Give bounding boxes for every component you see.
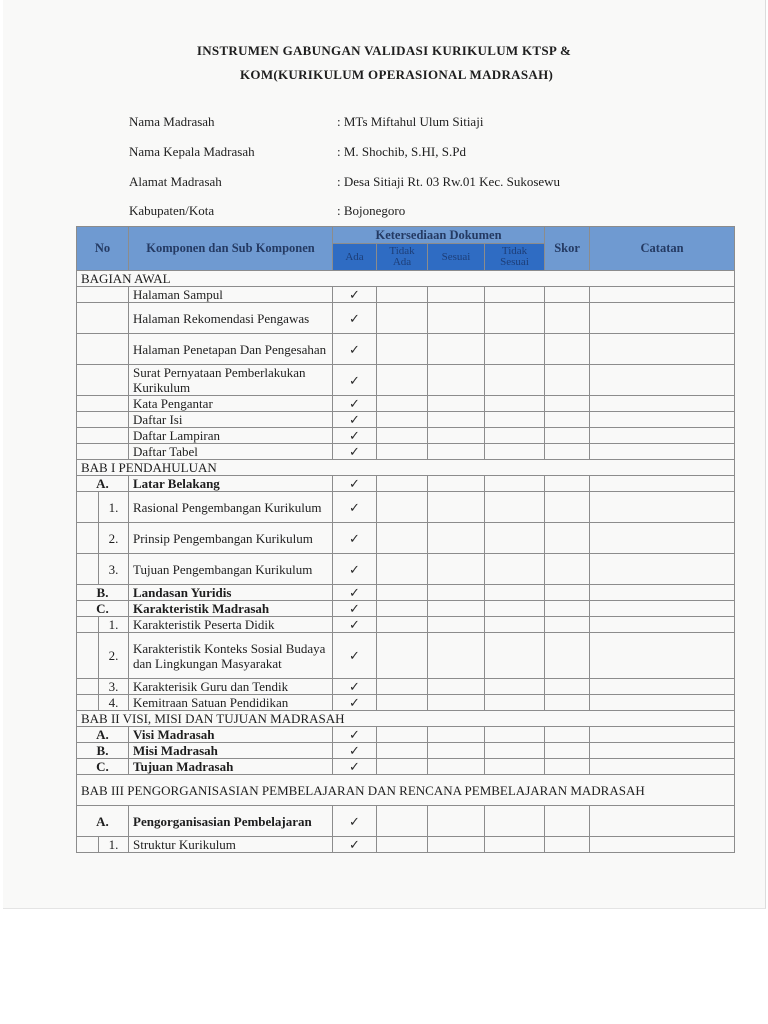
- skor-cell: [545, 617, 590, 633]
- check-sesuai: [428, 334, 485, 365]
- component-label: Karakteristik Peserta Didik: [129, 617, 333, 633]
- check-tidak-ada: [377, 476, 428, 492]
- check-tidak-sesuai: [485, 476, 545, 492]
- check-sesuai: [428, 679, 485, 695]
- skor-cell: [545, 554, 590, 585]
- catatan-cell: [590, 727, 735, 743]
- check-tidak-sesuai: [485, 492, 545, 523]
- check-ada: ✓: [333, 303, 377, 334]
- skor-cell: [545, 444, 590, 460]
- check-sesuai: [428, 759, 485, 775]
- check-tidak-sesuai: [485, 444, 545, 460]
- check-tidak-ada: [377, 727, 428, 743]
- check-sesuai: [428, 396, 485, 412]
- table-row: [77, 287, 735, 303]
- check-ada: ✓: [333, 679, 377, 695]
- component-label: Kata Pengantar: [129, 396, 333, 412]
- catatan-cell: [590, 365, 735, 396]
- catatan-cell: [590, 743, 735, 759]
- check-tidak-ada: [377, 428, 428, 444]
- check-tidak-sesuai: [485, 428, 545, 444]
- check-ada: ✓: [333, 334, 377, 365]
- check-ada: ✓: [333, 476, 377, 492]
- skor-cell: [545, 633, 590, 679]
- component-label: Kemitraan Satuan Pendidikan: [129, 695, 333, 711]
- check-ada: ✓: [333, 617, 377, 633]
- check-tidak-sesuai: [485, 633, 545, 679]
- check-sesuai: [428, 743, 485, 759]
- skor-cell: [545, 837, 590, 853]
- table-row: [77, 837, 735, 853]
- info-label: Nama Kepala Madrasah: [129, 144, 255, 159]
- table-row: [77, 601, 735, 617]
- check-ada: ✓: [333, 554, 377, 585]
- component-label: Misi Madrasah: [129, 743, 333, 759]
- skor-cell: [545, 365, 590, 396]
- check-sesuai: [428, 633, 485, 679]
- indent-cell: [77, 492, 99, 523]
- check-ada: ✓: [333, 585, 377, 601]
- item-number: 3.: [99, 554, 129, 585]
- check-tidak-ada: [377, 695, 428, 711]
- section-label: BAB I PENDAHULUAN: [77, 460, 735, 476]
- check-sesuai: [428, 601, 485, 617]
- table-row: [77, 759, 735, 775]
- table-row: [77, 743, 735, 759]
- check-sesuai: [428, 444, 485, 460]
- skor-cell: [545, 743, 590, 759]
- check-tidak-ada: [377, 334, 428, 365]
- header-sesuai: Sesuai: [428, 244, 485, 271]
- validation-table: [76, 226, 735, 853]
- check-tidak-sesuai: [485, 759, 545, 775]
- skor-cell: [545, 759, 590, 775]
- component-label: Pengorganisasian Pembelajaran: [129, 806, 333, 837]
- table-row: [77, 334, 735, 365]
- table-row: [77, 444, 735, 460]
- table-row: [77, 303, 735, 334]
- component-label: Karakterisik Guru dan Tendik: [129, 679, 333, 695]
- check-sesuai: [428, 476, 485, 492]
- check-tidak-ada: [377, 806, 428, 837]
- skor-cell: [545, 412, 590, 428]
- catatan-cell: [590, 334, 735, 365]
- check-ada: ✓: [333, 396, 377, 412]
- no-cell: [77, 287, 129, 303]
- no-cell: [77, 444, 129, 460]
- no-cell: [77, 334, 129, 365]
- check-tidak-sesuai: [485, 695, 545, 711]
- table-row: [77, 727, 735, 743]
- check-tidak-ada: [377, 633, 428, 679]
- skor-cell: [545, 806, 590, 837]
- skor-cell: [545, 585, 590, 601]
- check-tidak-sesuai: [485, 523, 545, 554]
- table-row: [77, 492, 735, 523]
- check-sesuai: [428, 617, 485, 633]
- check-tidak-sesuai: [485, 837, 545, 853]
- catatan-cell: [590, 617, 735, 633]
- item-number: B.: [77, 585, 129, 601]
- info-value: : M. Shochib, S.HI, S.Pd: [337, 144, 466, 159]
- table-row: [77, 428, 735, 444]
- check-tidak-sesuai: [485, 287, 545, 303]
- header-no: No: [77, 227, 129, 271]
- component-label: Karakteristik Konteks Sosial Budaya dan Lingkungan Masyarakat: [129, 633, 333, 679]
- check-ada: ✓: [333, 428, 377, 444]
- header-catatan: Catatan: [590, 227, 735, 271]
- check-tidak-sesuai: [485, 617, 545, 633]
- catatan-cell: [590, 287, 735, 303]
- check-tidak-ada: [377, 444, 428, 460]
- component-label: Latar Belakang: [129, 476, 333, 492]
- item-number: A.: [77, 727, 129, 743]
- catatan-cell: [590, 759, 735, 775]
- component-label: Prinsip Pengembangan Kurikulum: [129, 523, 333, 554]
- check-tidak-sesuai: [485, 743, 545, 759]
- check-ada: ✓: [333, 633, 377, 679]
- component-label: Tujuan Pengembangan Kurikulum: [129, 554, 333, 585]
- catatan-cell: [590, 428, 735, 444]
- check-ada: ✓: [333, 743, 377, 759]
- skor-cell: [545, 303, 590, 334]
- check-tidak-ada: [377, 412, 428, 428]
- table-row: [77, 633, 735, 679]
- component-label: Halaman Penetapan Dan Pengesahan: [129, 334, 333, 365]
- check-tidak-ada: [377, 396, 428, 412]
- item-number: 4.: [99, 695, 129, 711]
- indent-cell: [77, 695, 99, 711]
- check-sesuai: [428, 695, 485, 711]
- skor-cell: [545, 679, 590, 695]
- check-ada: ✓: [333, 695, 377, 711]
- check-sesuai: [428, 727, 485, 743]
- table-row: [77, 396, 735, 412]
- check-sesuai: [428, 412, 485, 428]
- component-label: Struktur Kurikulum: [129, 837, 333, 853]
- skor-cell: [545, 492, 590, 523]
- table-row: [77, 806, 735, 837]
- check-sesuai: [428, 492, 485, 523]
- component-label: Daftar Tabel: [129, 444, 333, 460]
- item-number: A.: [77, 476, 129, 492]
- check-tidak-sesuai: [485, 554, 545, 585]
- no-cell: [77, 365, 129, 396]
- skor-cell: [545, 396, 590, 412]
- check-tidak-sesuai: [485, 601, 545, 617]
- catatan-cell: [590, 601, 735, 617]
- catatan-cell: [590, 444, 735, 460]
- check-ada: ✓: [333, 287, 377, 303]
- component-label: Rasional Pengembangan Kurikulum: [129, 492, 333, 523]
- check-sesuai: [428, 287, 485, 303]
- skor-cell: [545, 287, 590, 303]
- check-sesuai: [428, 806, 485, 837]
- skor-cell: [545, 695, 590, 711]
- skor-cell: [545, 601, 590, 617]
- catatan-cell: [590, 476, 735, 492]
- table-row: [77, 679, 735, 695]
- catatan-cell: [590, 679, 735, 695]
- indent-cell: [77, 837, 99, 853]
- indent-cell: [77, 523, 99, 554]
- skor-cell: [545, 523, 590, 554]
- catatan-cell: [590, 492, 735, 523]
- component-label: Visi Madrasah: [129, 727, 333, 743]
- component-label: Karakteristik Madrasah: [129, 601, 333, 617]
- section-row: [77, 775, 735, 806]
- section-row: [77, 711, 735, 727]
- no-cell: [77, 428, 129, 444]
- component-label: Daftar Lampiran: [129, 428, 333, 444]
- table-row: [77, 554, 735, 585]
- check-sesuai: [428, 523, 485, 554]
- item-number: C.: [77, 759, 129, 775]
- table-row: [77, 585, 735, 601]
- item-number: C.: [77, 601, 129, 617]
- indent-cell: [77, 633, 99, 679]
- check-ada: ✓: [333, 412, 377, 428]
- catatan-cell: [590, 695, 735, 711]
- check-ada: ✓: [333, 444, 377, 460]
- no-cell: [77, 303, 129, 334]
- check-tidak-sesuai: [485, 585, 545, 601]
- table-row: [77, 523, 735, 554]
- header-komponen: Komponen dan Sub Komponen: [129, 227, 333, 271]
- indent-cell: [77, 679, 99, 695]
- component-label: Daftar Isi: [129, 412, 333, 428]
- table-row: [77, 476, 735, 492]
- check-ada: ✓: [333, 837, 377, 853]
- check-ada: ✓: [333, 523, 377, 554]
- check-tidak-ada: [377, 287, 428, 303]
- check-tidak-sesuai: [485, 365, 545, 396]
- check-sesuai: [428, 554, 485, 585]
- check-ada: ✓: [333, 806, 377, 837]
- section-row: [77, 271, 735, 287]
- check-tidak-ada: [377, 554, 428, 585]
- item-number: B.: [77, 743, 129, 759]
- section-label: BAB II VISI, MISI DAN TUJUAN MADRASAH: [77, 711, 735, 727]
- table-row: [77, 695, 735, 711]
- item-number: 1.: [99, 492, 129, 523]
- check-tidak-ada: [377, 759, 428, 775]
- catatan-cell: [590, 633, 735, 679]
- section-row: [77, 460, 735, 476]
- component-label: Halaman Rekomendasi Pengawas: [129, 303, 333, 334]
- section-label: BAGIAN AWAL: [77, 271, 735, 287]
- catatan-cell: [590, 303, 735, 334]
- check-ada: ✓: [333, 601, 377, 617]
- skor-cell: [545, 727, 590, 743]
- indent-cell: [77, 617, 99, 633]
- check-tidak-ada: [377, 679, 428, 695]
- check-tidak-sesuai: [485, 806, 545, 837]
- component-label: Halaman Sampul: [129, 287, 333, 303]
- item-number: 3.: [99, 679, 129, 695]
- item-number: 1.: [99, 837, 129, 853]
- item-number: A.: [77, 806, 129, 837]
- skor-cell: [545, 428, 590, 444]
- document-title-line-1: INSTRUMEN GABUNGAN VALIDASI KURIKULUM KTSP &: [196, 43, 572, 58]
- check-tidak-ada: [377, 601, 428, 617]
- check-tidak-ada: [377, 303, 428, 334]
- component-label: Tujuan Madrasah: [129, 759, 333, 775]
- check-tidak-ada: [377, 617, 428, 633]
- info-label: Alamat Madrasah: [129, 174, 222, 189]
- check-sesuai: [428, 837, 485, 853]
- check-tidak-ada: [377, 585, 428, 601]
- table-row: [77, 365, 735, 396]
- check-sesuai: [428, 303, 485, 334]
- info-label: Nama Madrasah: [129, 114, 215, 129]
- table-row: [77, 617, 735, 633]
- header-tidak-sesuai: Tidak Sesuai: [485, 244, 545, 271]
- item-number: 2.: [99, 523, 129, 554]
- check-tidak-ada: [377, 523, 428, 554]
- indent-cell: [77, 554, 99, 585]
- check-tidak-ada: [377, 365, 428, 396]
- catatan-cell: [590, 412, 735, 428]
- check-ada: ✓: [333, 727, 377, 743]
- check-sesuai: [428, 585, 485, 601]
- check-tidak-ada: [377, 743, 428, 759]
- check-tidak-ada: [377, 837, 428, 853]
- section-label: BAB III PENGORGANISASIAN PEMBELAJARAN DAN RENCANA PEMBELAJARAN MADRASAH: [77, 775, 735, 806]
- item-number: 1.: [99, 617, 129, 633]
- header-ketersediaan: Ketersediaan Dokumen: [333, 227, 545, 244]
- info-label: Kabupaten/Kota: [129, 203, 215, 218]
- check-tidak-sesuai: [485, 727, 545, 743]
- no-cell: [77, 396, 129, 412]
- catatan-cell: [590, 396, 735, 412]
- check-tidak-sesuai: [485, 412, 545, 428]
- check-ada: ✓: [333, 492, 377, 523]
- skor-cell: [545, 476, 590, 492]
- check-tidak-sesuai: [485, 396, 545, 412]
- catatan-cell: [590, 523, 735, 554]
- check-sesuai: [428, 428, 485, 444]
- check-tidak-sesuai: [485, 679, 545, 695]
- check-tidak-ada: [377, 492, 428, 523]
- catatan-cell: [590, 837, 735, 853]
- component-label: Landasan Yuridis: [129, 585, 333, 601]
- info-value: : Bojonegoro: [337, 203, 406, 218]
- item-number: 2.: [99, 633, 129, 679]
- info-value: : Desa Sitiaji Rt. 03 Rw.01 Kec. Sukosewu: [337, 174, 561, 189]
- no-cell: [77, 412, 129, 428]
- check-ada: ✓: [333, 365, 377, 396]
- catatan-cell: [590, 585, 735, 601]
- info-value: : MTs Miftahul Ulum Sitiaji: [337, 114, 484, 129]
- header-tidak-ada: Tidak Ada: [377, 244, 428, 271]
- check-ada: ✓: [333, 759, 377, 775]
- header-skor: Skor: [545, 227, 590, 271]
- check-tidak-sesuai: [485, 303, 545, 334]
- skor-cell: [545, 334, 590, 365]
- table-body: [77, 271, 735, 853]
- catatan-cell: [590, 554, 735, 585]
- catatan-cell: [590, 806, 735, 837]
- check-sesuai: [428, 365, 485, 396]
- header-ada: Ada: [333, 244, 377, 271]
- document-title-line-2: KOM(KURIKULUM OPERASIONAL MADRASAH): [240, 67, 554, 82]
- check-tidak-sesuai: [485, 334, 545, 365]
- component-label: Surat Pernyataan Pemberlakukan Kurikulum: [129, 365, 333, 396]
- table-row: [77, 412, 735, 428]
